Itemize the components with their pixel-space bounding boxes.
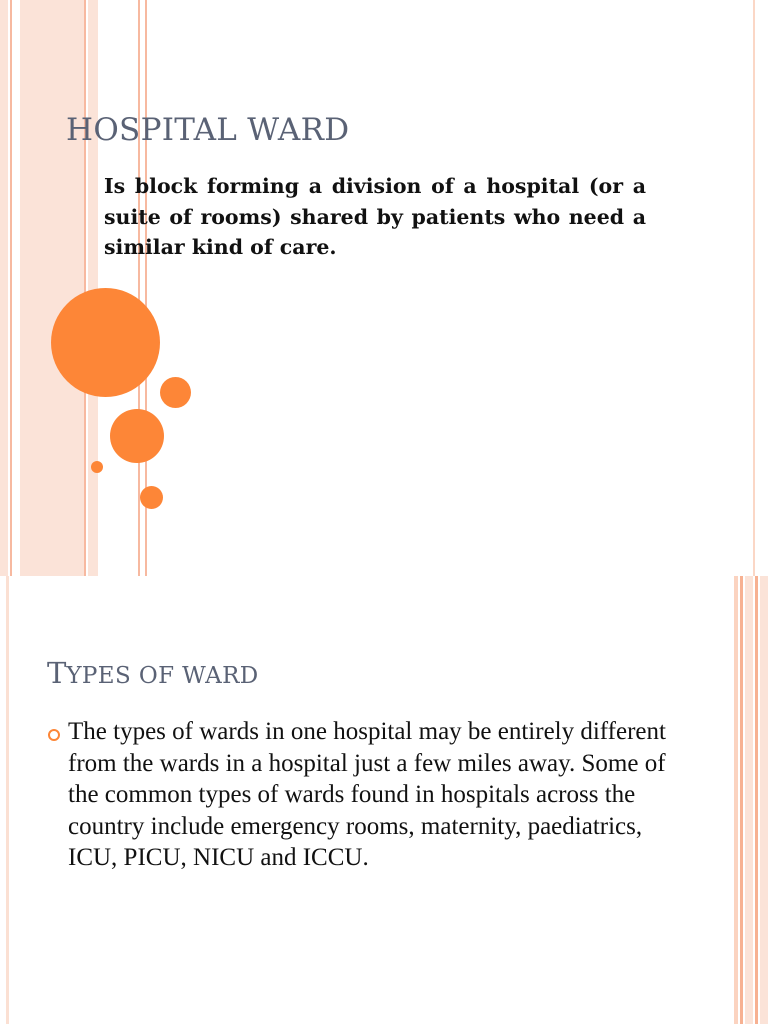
decor-circle xyxy=(110,409,164,463)
decor-stripe xyxy=(753,0,755,576)
decor-circle-large xyxy=(51,288,160,397)
decor-stripe xyxy=(740,576,743,1024)
decor-stripe xyxy=(10,0,12,576)
slide-title-initial: T xyxy=(47,656,67,690)
decor-stripe xyxy=(84,0,86,576)
decor-stripe xyxy=(138,0,140,576)
slide-types-of-ward xyxy=(0,576,768,1024)
slide-title xyxy=(47,656,259,690)
decor-stripe xyxy=(0,0,8,576)
decor-stripe xyxy=(6,576,9,1024)
slide-body-text: Is block forming a division of a hospital (or a suite of rooms) shared by patients who need a similar kind of care. xyxy=(104,174,646,259)
decor-circle xyxy=(140,486,163,509)
decor-stripe xyxy=(745,576,753,1024)
slide-title-rest: YPES OF WARD xyxy=(66,663,259,689)
slide-title: HOSPITAL WARD xyxy=(66,112,350,148)
decor-circle-small xyxy=(91,461,103,473)
bullet-circle-icon xyxy=(48,729,60,741)
decor-stripe xyxy=(760,576,768,1024)
decor-stripe xyxy=(755,576,758,1024)
bullet-text: The types of wards in one hospital may be entirely different from the wards in a hospital just a few miles away. Some of the common types of wards found in hospitals across the country include emergency rooms, maternity, paediatrics, ICU, PICU, NICU and ICCU. xyxy=(68,718,666,871)
decor-circle xyxy=(160,377,191,408)
decor-stripe xyxy=(734,576,738,1024)
decor-stripe xyxy=(20,0,84,576)
